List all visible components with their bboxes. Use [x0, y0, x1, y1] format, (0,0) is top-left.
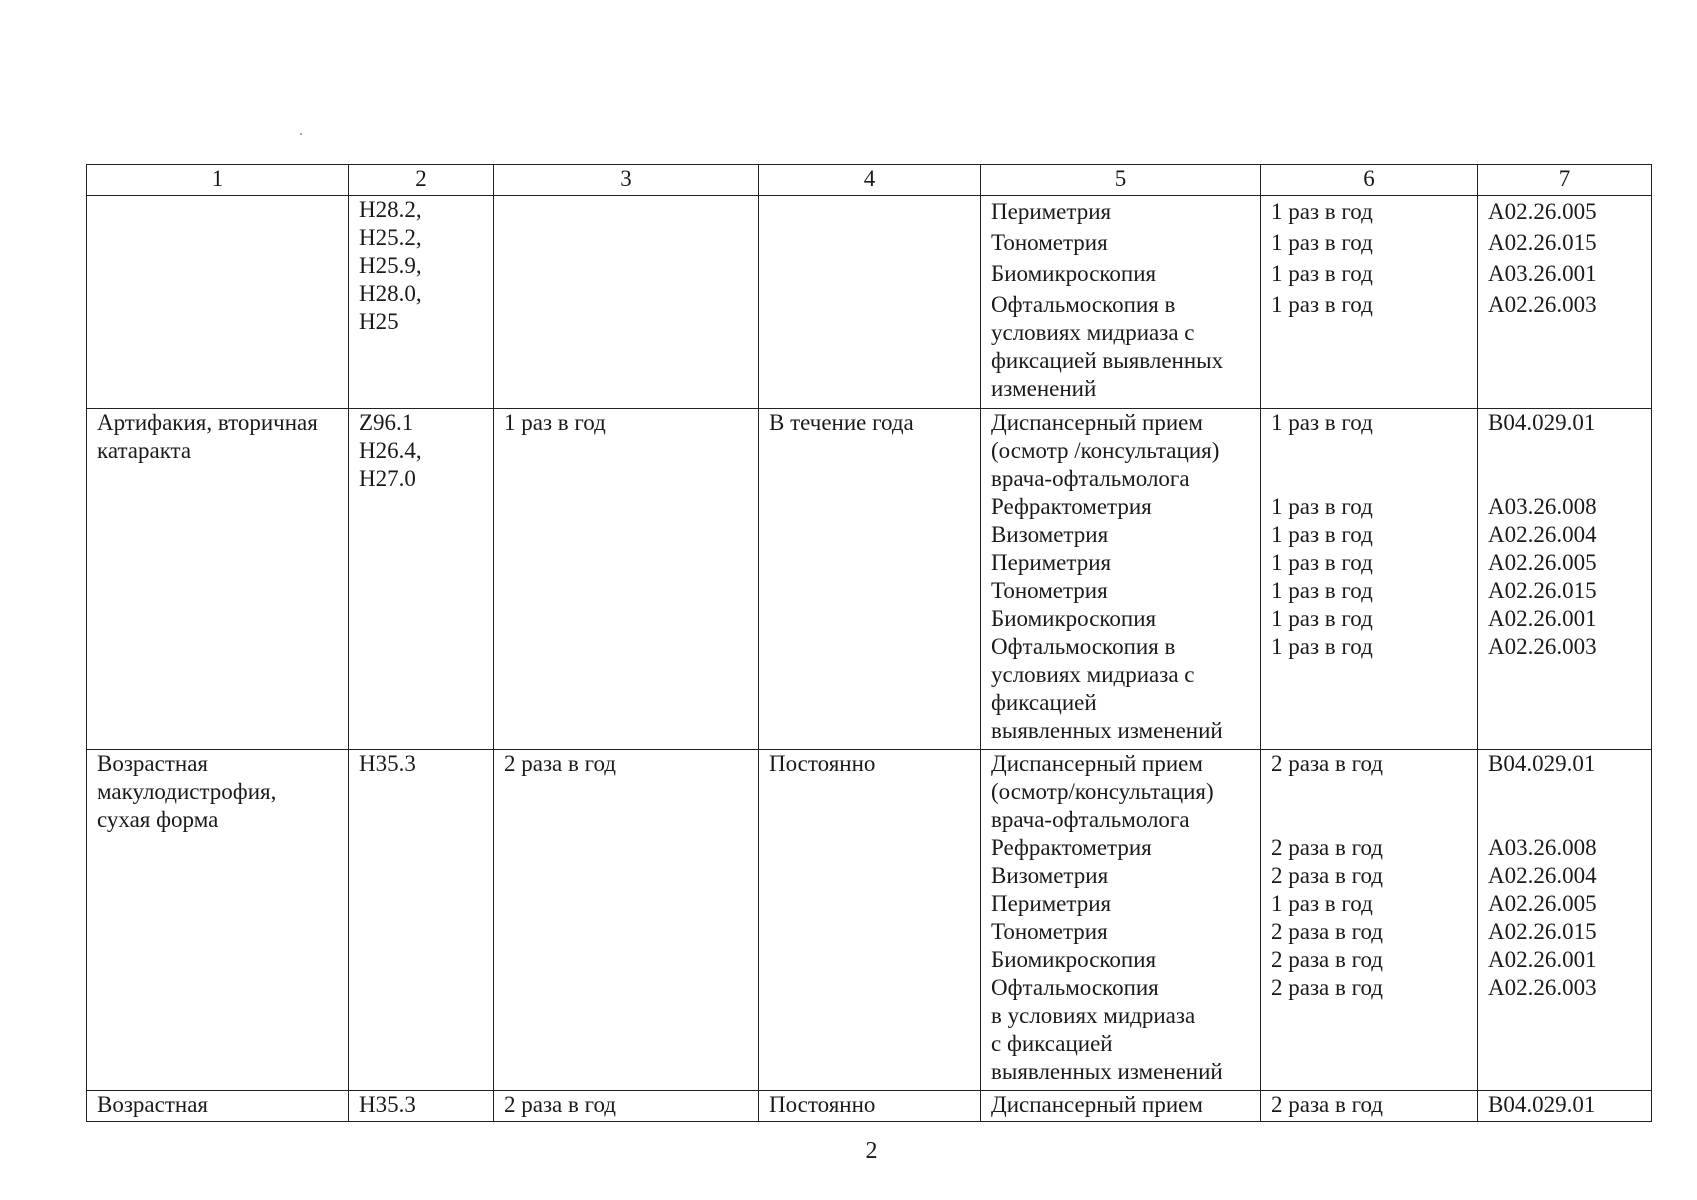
service-name: Биомикроскопия	[991, 606, 1157, 631]
icd-code: H28.0,	[359, 281, 422, 306]
icd-code: H25.9,	[359, 253, 422, 278]
diagnosis-cell	[87, 196, 349, 409]
page-number: 2	[865, 1138, 878, 1164]
dispensary-table	[86, 164, 1652, 1122]
diagnosis-text: макулодистрофия,	[97, 779, 277, 804]
header-col-2: 2	[349, 165, 494, 196]
header-col-5: 5	[981, 165, 1261, 196]
duration-cell: В течение года	[759, 409, 981, 750]
service-frequency-cell	[1261, 750, 1478, 1091]
service-frequency: 1 раз в год	[1271, 292, 1373, 317]
duration-cell	[759, 196, 981, 409]
header-col-4: 4	[759, 165, 981, 196]
service-code: A02.26.004	[1488, 863, 1597, 888]
service-frequency: 2 раза в год	[1271, 1092, 1384, 1117]
service-code: A02.26.015	[1488, 919, 1597, 944]
diagnosis-text: Возрастная	[97, 751, 208, 776]
service-name: в условиях мидриаза	[991, 1003, 1196, 1028]
service-code: A02.26.015	[1488, 578, 1597, 603]
icd-code: H27.0	[359, 466, 416, 491]
service-name: изменений	[991, 376, 1097, 401]
service-name: выявленных изменений	[991, 718, 1223, 743]
header-col-6: 6	[1261, 165, 1478, 196]
diagnosis-cell	[87, 409, 349, 750]
header-col-3: 3	[494, 165, 759, 196]
visit-frequency-cell: 2 раза в год	[494, 750, 759, 1091]
visit-frequency-cell: 2 раза в год	[494, 1091, 759, 1122]
service-code: A03.26.008	[1488, 494, 1597, 519]
diagnosis-text: сухая форма	[97, 807, 219, 832]
icd-code-cell	[349, 409, 494, 750]
service-code: B04.029.01	[1488, 1092, 1596, 1117]
duration-cell: Постоянно	[759, 750, 981, 1091]
services-cell	[981, 196, 1261, 409]
service-frequency: 1 раз в год	[1271, 522, 1373, 547]
icd-code: H25.2,	[359, 225, 422, 250]
service-name: врача-офтальмолога	[991, 466, 1190, 491]
icd-code: H35.3	[359, 751, 416, 776]
service-frequency: 1 раз в год	[1271, 578, 1373, 603]
service-name: (осмотр /консультация)	[991, 438, 1220, 463]
service-name: Офтальмоскопия в	[991, 292, 1176, 317]
service-frequency-cell	[1261, 196, 1478, 409]
service-name: Биомикроскопия	[991, 947, 1157, 972]
service-name: Рефрактометрия	[991, 835, 1152, 860]
service-frequency: 2 раза в год	[1271, 919, 1384, 944]
diagnosis-text: Возрастная	[97, 1092, 208, 1117]
service-frequency: 1 раз в год	[1271, 410, 1373, 435]
header-row	[87, 165, 1652, 196]
service-name: Диспансерный прием	[991, 1092, 1203, 1117]
scan-speck	[300, 133, 302, 135]
service-frequency-cell	[1261, 409, 1478, 750]
service-frequency: 1 раз в год	[1271, 606, 1373, 631]
service-name: фиксацией	[991, 690, 1097, 715]
service-name: Визометрия	[991, 522, 1109, 547]
service-name: условиях мидриаза с	[991, 662, 1195, 687]
services-cell	[981, 409, 1261, 750]
service-frequency: 2 раза в год	[1271, 975, 1384, 1000]
service-name: врача-офтальмолога	[991, 807, 1190, 832]
service-frequency: 1 раз в год	[1271, 230, 1373, 255]
service-name: Диспансерный прием	[991, 410, 1203, 435]
table-row	[87, 409, 1652, 750]
visit-frequency-cell: 1 раз в год	[494, 409, 759, 750]
service-name: Офтальмоскопия	[991, 975, 1159, 1000]
service-name: Рефрактометрия	[991, 494, 1152, 519]
diagnosis-cell	[87, 1091, 349, 1122]
service-name: Тонометрия	[991, 578, 1108, 603]
diagnosis-cell	[87, 750, 349, 1091]
visit-frequency-cell	[494, 196, 759, 409]
service-code: A02.26.001	[1488, 606, 1597, 631]
service-code-cell	[1478, 196, 1652, 409]
services-cell	[981, 750, 1261, 1091]
service-code: A03.26.008	[1488, 835, 1597, 860]
service-frequency: 2 раза в год	[1271, 751, 1384, 776]
diagnosis-text: Артифакия, вторичная	[97, 410, 318, 435]
service-name: условиях мидриаза с	[991, 320, 1195, 345]
service-frequency: 1 раз в год	[1271, 634, 1373, 659]
icd-code: H25	[359, 309, 399, 334]
service-code-cell	[1478, 750, 1652, 1091]
service-name: Тонометрия	[991, 919, 1108, 944]
service-code-cell	[1478, 1091, 1652, 1122]
icd-code: H28.2,	[359, 197, 422, 222]
service-code: A02.26.003	[1488, 292, 1597, 317]
service-code: B04.029.01	[1488, 751, 1596, 776]
header-col-1: 1	[87, 165, 349, 196]
service-code: A03.26.001	[1488, 261, 1597, 286]
service-name: фиксацией выявленных	[991, 348, 1224, 373]
service-code: A02.26.005	[1488, 891, 1597, 916]
icd-code: H35.3	[359, 1092, 416, 1117]
service-code: A02.26.003	[1488, 975, 1597, 1000]
service-code: A02.26.015	[1488, 230, 1597, 255]
header-col-7: 7	[1478, 165, 1652, 196]
duration-cell: Постоянно	[759, 1091, 981, 1122]
service-name: Периметрия	[991, 199, 1112, 224]
icd-code-cell	[349, 196, 494, 409]
service-name: с фиксацией	[991, 1031, 1113, 1056]
service-frequency: 1 раз в год	[1271, 891, 1373, 916]
table-row	[87, 750, 1652, 1091]
services-cell	[981, 1091, 1261, 1122]
service-frequency-cell	[1261, 1091, 1478, 1122]
service-name: (осмотр/консультация)	[991, 779, 1214, 804]
service-name: Биомикроскопия	[991, 261, 1157, 286]
table-row	[87, 196, 1652, 409]
service-name: выявленных изменений	[991, 1059, 1223, 1084]
service-frequency: 1 раз в год	[1271, 550, 1373, 575]
service-code-cell	[1478, 409, 1652, 750]
service-frequency: 2 раза в год	[1271, 947, 1384, 972]
service-frequency: 1 раз в год	[1271, 199, 1373, 224]
service-code: A02.26.005	[1488, 550, 1597, 575]
service-code: A02.26.004	[1488, 522, 1597, 547]
diagnosis-text: катаракта	[97, 438, 192, 463]
service-code: A02.26.003	[1488, 634, 1597, 659]
service-frequency: 1 раз в год	[1271, 261, 1373, 286]
icd-code-cell	[349, 750, 494, 1091]
service-code: B04.029.01	[1488, 410, 1596, 435]
service-frequency: 1 раз в год	[1271, 494, 1373, 519]
service-name: Визометрия	[991, 863, 1109, 888]
service-code: A02.26.005	[1488, 199, 1597, 224]
icd-code: H26.4,	[359, 438, 422, 463]
service-code: A02.26.001	[1488, 947, 1597, 972]
service-name: Периметрия	[991, 891, 1112, 916]
service-name: Тонометрия	[991, 230, 1108, 255]
icd-code: Z96.1	[359, 410, 414, 435]
table-row	[87, 1091, 1652, 1122]
icd-code-cell	[349, 1091, 494, 1122]
service-name: Офтальмоскопия в	[991, 634, 1176, 659]
service-frequency: 2 раза в год	[1271, 835, 1384, 860]
service-frequency: 2 раза в год	[1271, 863, 1384, 888]
service-name: Диспансерный прием	[991, 751, 1203, 776]
service-name: Периметрия	[991, 550, 1112, 575]
